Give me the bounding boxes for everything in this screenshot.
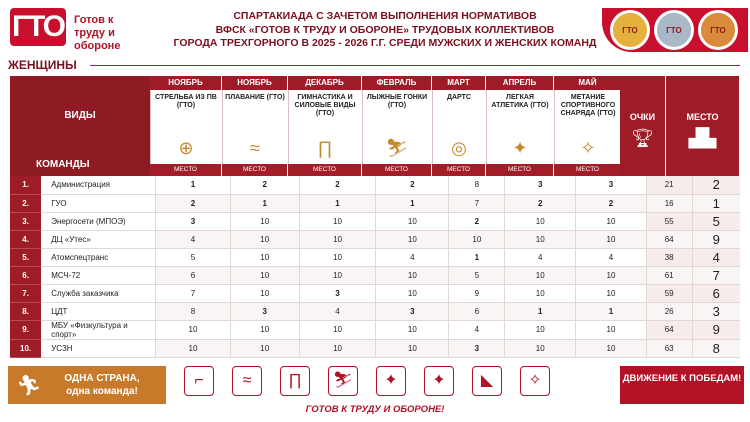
swimmer-icon: ≈ bbox=[232, 366, 262, 396]
sport-name: ПЛАВАНИЕ (ГТО) bbox=[225, 94, 285, 101]
final-place-cell: 6 bbox=[692, 284, 740, 302]
place-cell: 3 bbox=[376, 302, 449, 320]
final-place-cell: 9 bbox=[692, 230, 740, 248]
place-cell: 10 bbox=[576, 230, 647, 248]
month-label: НОЯБРЬ bbox=[222, 76, 287, 90]
section-divider bbox=[90, 65, 740, 66]
badge-label: ГТО bbox=[666, 26, 682, 35]
place-sublabel: МЕСТО bbox=[486, 164, 553, 176]
place-cell: 1 bbox=[376, 194, 449, 212]
team-name: Администрация bbox=[41, 176, 155, 194]
place-cell: 6 bbox=[156, 266, 231, 284]
final-place-cell: 8 bbox=[692, 339, 740, 357]
pullup-icon: ∏ bbox=[280, 366, 310, 396]
place-cell: 10 bbox=[299, 248, 376, 266]
place-cell: 4 bbox=[449, 320, 505, 339]
month-label: НОЯБРЬ bbox=[150, 76, 221, 90]
points-cell: 64 bbox=[646, 230, 692, 248]
team-name: Служба заказчика bbox=[41, 284, 155, 302]
final-place-cell: 2 bbox=[692, 176, 740, 194]
place-cell: 10 bbox=[449, 230, 505, 248]
final-place-cell: 4 bbox=[692, 248, 740, 266]
sport-column-header bbox=[222, 76, 288, 176]
place-sublabel: МЕСТО bbox=[362, 164, 431, 176]
place-cell: 10 bbox=[230, 320, 299, 339]
place-cell: 7 bbox=[156, 284, 231, 302]
sport-name: МЕТАНИЕ СПОРТИВНОГО СНАРЯДА (ГТО) bbox=[560, 94, 616, 117]
sport-cell bbox=[288, 90, 361, 164]
title-line-1: СПАРТАКИАДА С ЗАЧЕТОМ ВЫПОЛНЕНИЯ НОРМАТИВОВ bbox=[233, 10, 537, 22]
place-cell: 3 bbox=[299, 284, 376, 302]
place-cell: 10 bbox=[576, 339, 647, 357]
section-header bbox=[0, 58, 750, 72]
badge-label: ГТО bbox=[710, 26, 726, 35]
table-row bbox=[10, 320, 740, 339]
place-cell: 10 bbox=[376, 320, 449, 339]
final-place-cell: 5 bbox=[692, 212, 740, 230]
row-number: 3. bbox=[10, 212, 41, 230]
skier-icon: ⛷ bbox=[328, 366, 358, 396]
header-place bbox=[666, 76, 740, 176]
runner-icon: ✦ bbox=[512, 138, 528, 158]
place-cell: 3 bbox=[230, 302, 299, 320]
place-cell: 10 bbox=[576, 284, 647, 302]
month-label: ДЕКАБРЬ bbox=[288, 76, 361, 90]
month-label: МАЙ bbox=[554, 76, 621, 90]
place-cell: 10 bbox=[230, 248, 299, 266]
place-cell: 10 bbox=[376, 266, 449, 284]
place-cell: 10 bbox=[230, 284, 299, 302]
place-cell: 3 bbox=[576, 176, 647, 194]
team-name: ГУО bbox=[41, 194, 155, 212]
header-place-label: МЕСТО bbox=[686, 112, 719, 122]
place-sublabel: МЕСТО bbox=[432, 164, 485, 176]
place-cell: 2 bbox=[449, 212, 505, 230]
month-label: АПРЕЛЬ bbox=[486, 76, 553, 90]
sport-column-header bbox=[150, 76, 222, 176]
place-cell: 2 bbox=[505, 194, 576, 212]
place-sublabel: МЕСТО bbox=[554, 164, 621, 176]
place-cell: 4 bbox=[299, 302, 376, 320]
place-cell: 2 bbox=[156, 194, 231, 212]
row-number: 2. bbox=[10, 194, 41, 212]
place-cell: 3 bbox=[505, 176, 576, 194]
table-row bbox=[10, 248, 740, 266]
place-cell: 1 bbox=[156, 176, 231, 194]
points-cell: 26 bbox=[646, 302, 692, 320]
place-cell: 1 bbox=[505, 302, 576, 320]
silver-badge-icon bbox=[654, 10, 694, 50]
sport-column-header bbox=[288, 76, 362, 176]
place-cell: 10 bbox=[299, 266, 376, 284]
sport-cell bbox=[150, 90, 221, 164]
points-cell: 38 bbox=[646, 248, 692, 266]
final-place-cell: 9 bbox=[692, 320, 740, 339]
place-cell: 10 bbox=[230, 212, 299, 230]
team-name: Энергосети (МПОЭ) bbox=[41, 212, 155, 230]
thrower-icon: ✧ bbox=[580, 138, 596, 158]
final-place-cell: 1 bbox=[692, 194, 740, 212]
bronze-badge-icon bbox=[698, 10, 738, 50]
table-row bbox=[10, 266, 740, 284]
place-cell: 10 bbox=[156, 339, 231, 357]
results-table bbox=[10, 176, 740, 358]
month-label: ФЕВРАЛЬ bbox=[362, 76, 431, 90]
place-cell: 10 bbox=[299, 230, 376, 248]
runner-icon: ✦ bbox=[424, 366, 454, 396]
sport-column-header bbox=[486, 76, 554, 176]
section-title: ЖЕНЩИНЫ bbox=[8, 58, 77, 72]
place-cell: 10 bbox=[299, 320, 376, 339]
swimmer-icon: ≈ bbox=[250, 138, 260, 158]
title-line-3: ГОРОДА ТРЕХГОРНОГО В 2025 - 2026 Г.Г. СРЕДИ МУЖСКИХ И ЖЕНСКИХ КОМАНД bbox=[173, 37, 597, 49]
sport-name: ЛЕГКАЯ АТЛЕТИКА (ГТО) bbox=[491, 94, 549, 109]
place-cell: 2 bbox=[299, 176, 376, 194]
place-cell: 1 bbox=[449, 248, 505, 266]
row-number: 8. bbox=[10, 302, 41, 320]
team-name: ДЦ «Утес» bbox=[41, 230, 155, 248]
place-cell: 5 bbox=[449, 266, 505, 284]
row-number: 1. bbox=[10, 176, 41, 194]
header-komandy: КОМАНДЫ bbox=[36, 159, 90, 170]
place-cell: 4 bbox=[505, 248, 576, 266]
row-number: 4. bbox=[10, 230, 41, 248]
place-sublabel: МЕСТО bbox=[150, 164, 221, 176]
logo-tagline: Готов к труду и обороне bbox=[74, 14, 121, 52]
sport-cell bbox=[362, 90, 431, 164]
place-cell: 8 bbox=[449, 176, 505, 194]
place-cell: 5 bbox=[156, 248, 231, 266]
place-cell: 2 bbox=[376, 176, 449, 194]
place-cell: 2 bbox=[576, 194, 647, 212]
runner-icon: 🏃︎ bbox=[16, 375, 42, 397]
runner-icon: ✦ bbox=[376, 366, 406, 396]
points-cell: 64 bbox=[646, 320, 692, 339]
sport-name: ЛЫЖНЫЕ ГОНКИ (ГТО) bbox=[366, 94, 428, 109]
row-number: 9. bbox=[10, 320, 41, 339]
header-types-teams bbox=[10, 76, 150, 176]
final-place-cell: 3 bbox=[692, 302, 740, 320]
team-name: ЦДТ bbox=[41, 302, 155, 320]
skier-icon: ⛷ bbox=[385, 138, 409, 158]
points-cell: 59 bbox=[646, 284, 692, 302]
place-cell: 4 bbox=[576, 248, 647, 266]
row-number: 7. bbox=[10, 284, 41, 302]
sport-column-header bbox=[432, 76, 486, 176]
table-row bbox=[10, 176, 740, 194]
sport-cell bbox=[432, 90, 485, 164]
place-cell: 10 bbox=[576, 320, 647, 339]
place-cell: 10 bbox=[230, 339, 299, 357]
pullup-icon: ∏ bbox=[317, 138, 333, 158]
place-cell: 10 bbox=[376, 230, 449, 248]
header-points-label: ОЧКИ bbox=[629, 112, 656, 122]
points-cell: 63 bbox=[646, 339, 692, 357]
place-cell: 10 bbox=[505, 266, 576, 284]
sport-name: ДАРТС bbox=[447, 94, 471, 101]
place-cell: 10 bbox=[299, 212, 376, 230]
sport-column-header bbox=[554, 76, 622, 176]
footer-slogan: ГОТОВ К ТРУДУ И ОБОРОНЕ! bbox=[305, 404, 445, 415]
final-place-cell: 7 bbox=[692, 266, 740, 284]
place-cell: 10 bbox=[576, 266, 647, 284]
gold-badge-icon bbox=[610, 10, 650, 50]
footer bbox=[0, 360, 750, 422]
place-sublabel: МЕСТО bbox=[288, 164, 361, 176]
situp-icon: ◣ bbox=[472, 366, 502, 396]
place-cell: 10 bbox=[376, 284, 449, 302]
place-cell: 9 bbox=[449, 284, 505, 302]
team-name: Атомспецтранс bbox=[41, 248, 155, 266]
place-cell: 10 bbox=[376, 339, 449, 357]
gto-badges bbox=[602, 8, 748, 52]
dartboard-icon: ◎ bbox=[451, 138, 467, 158]
place-sublabel: МЕСТО bbox=[222, 164, 287, 176]
place-cell: 7 bbox=[449, 194, 505, 212]
footer-left-text: ОДНА СТРАНА, одна команда! bbox=[64, 373, 140, 397]
place-cell: 10 bbox=[230, 230, 299, 248]
team-name: УСЗН bbox=[41, 339, 155, 357]
sport-name: ГИМНАСТИКА И СИЛОВЫЕ ВИДЫ (ГТО) bbox=[294, 94, 356, 117]
points-cell: 55 bbox=[646, 212, 692, 230]
month-label: МАРТ bbox=[432, 76, 485, 90]
place-cell: 1 bbox=[230, 194, 299, 212]
page-title bbox=[150, 10, 620, 51]
footer-right-banner: ДВИЖЕНИЕ К ПОБЕДАМ! bbox=[620, 366, 744, 404]
badge-label: ГТО bbox=[622, 26, 638, 35]
place-cell: 6 bbox=[449, 302, 505, 320]
shooter-icon: ⌐ bbox=[184, 366, 214, 396]
title-line-2: ВФСК «ГОТОВ К ТРУДУ И ОБОРОНЕ» ТРУДОВЫХ КОЛЛЕКТИВОВ bbox=[215, 23, 555, 36]
place-cell: 10 bbox=[299, 339, 376, 357]
sport-cell bbox=[486, 90, 553, 164]
gto-logo: ГТО bbox=[10, 8, 66, 46]
place-cell: 4 bbox=[376, 248, 449, 266]
place-cell: 10 bbox=[576, 212, 647, 230]
place-cell: 10 bbox=[156, 320, 231, 339]
trophy-icon: 🏆︎ bbox=[631, 128, 654, 148]
place-cell: 8 bbox=[156, 302, 231, 320]
place-cell: 2 bbox=[230, 176, 299, 194]
podium-icon: ▟▙ bbox=[688, 128, 717, 148]
place-cell: 3 bbox=[449, 339, 505, 357]
sport-cell bbox=[554, 90, 621, 164]
table-row bbox=[10, 339, 740, 357]
place-cell: 1 bbox=[576, 302, 647, 320]
sport-column-header bbox=[362, 76, 432, 176]
table-row bbox=[10, 302, 740, 320]
row-number: 10. bbox=[10, 339, 41, 357]
place-cell: 10 bbox=[505, 320, 576, 339]
row-number: 6. bbox=[10, 266, 41, 284]
table-row bbox=[10, 284, 740, 302]
thrower-icon: ✧ bbox=[520, 366, 550, 396]
header-points bbox=[620, 76, 666, 176]
points-cell: 61 bbox=[646, 266, 692, 284]
place-cell: 10 bbox=[505, 212, 576, 230]
footer-sport-icons bbox=[178, 366, 610, 400]
table-row bbox=[10, 212, 740, 230]
header-vidy: ВИДЫ bbox=[64, 110, 96, 121]
target-icon: ⊕ bbox=[178, 138, 194, 158]
place-cell: 4 bbox=[156, 230, 231, 248]
place-cell: 10 bbox=[505, 284, 576, 302]
place-cell: 3 bbox=[156, 212, 231, 230]
place-cell: 10 bbox=[230, 266, 299, 284]
place-cell: 10 bbox=[505, 339, 576, 357]
sport-cell bbox=[222, 90, 287, 164]
table-row bbox=[10, 194, 740, 212]
place-cell: 10 bbox=[376, 212, 449, 230]
team-name: МБУ «Физкультура и спорт» bbox=[41, 320, 155, 339]
sport-name: СТРЕЛЬБА ИЗ ПВ (ГТО) bbox=[155, 94, 217, 109]
row-number: 5. bbox=[10, 248, 41, 266]
table-row bbox=[10, 230, 740, 248]
team-name: МСЧ-72 bbox=[41, 266, 155, 284]
points-cell: 16 bbox=[646, 194, 692, 212]
place-cell: 10 bbox=[505, 230, 576, 248]
points-cell: 21 bbox=[646, 176, 692, 194]
footer-left-banner bbox=[8, 366, 166, 404]
place-cell: 1 bbox=[299, 194, 376, 212]
